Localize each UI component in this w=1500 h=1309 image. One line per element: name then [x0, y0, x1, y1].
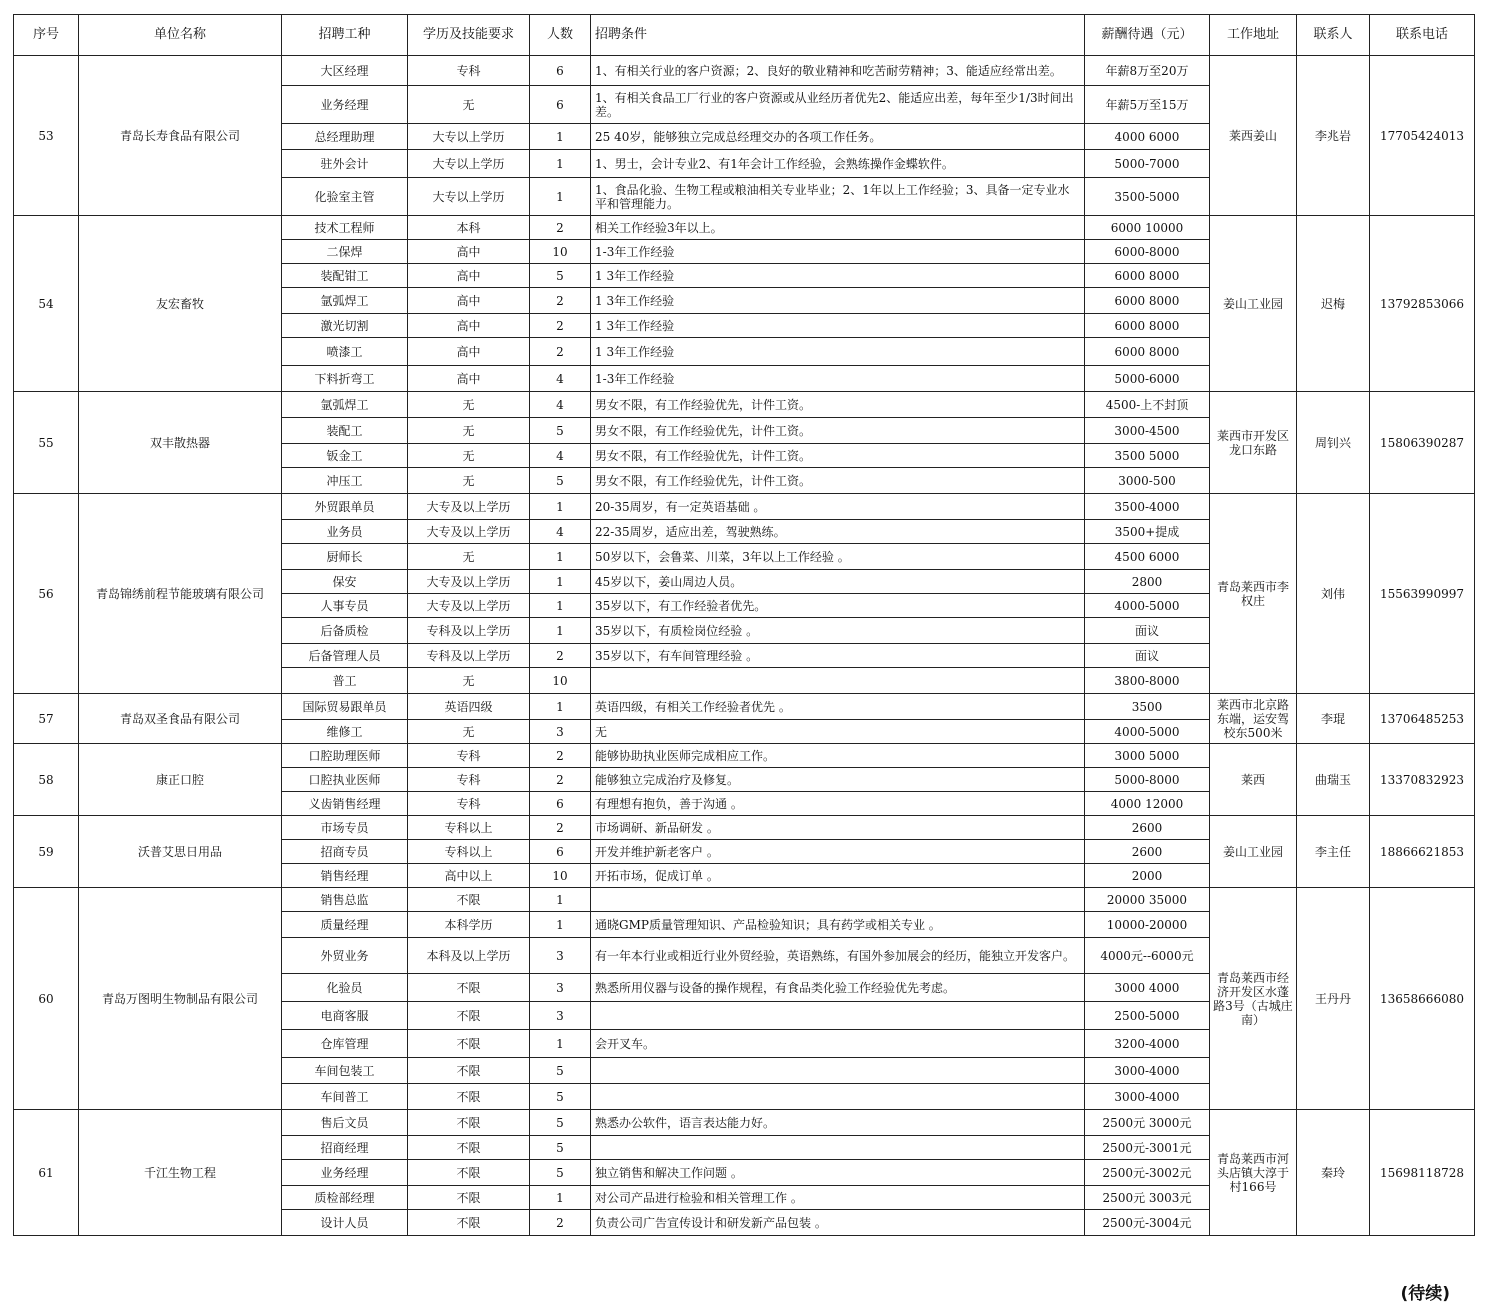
company-name: 青岛万图明生物制品有限公司: [79, 888, 282, 1110]
job-conditions: 22-35周岁，适应出差，驾驶熟练。: [591, 520, 1085, 544]
job-count: 1: [530, 888, 591, 912]
job-education: 无: [408, 418, 530, 444]
job-conditions: [591, 1058, 1085, 1084]
job-education: 高中以上: [408, 864, 530, 888]
header-education: 学历及技能要求: [408, 15, 530, 56]
job-conditions: 通晓GMP质量管理知识、产品检验知识；具有药学或相关专业 。: [591, 912, 1085, 938]
job-salary: 3500-4000: [1085, 494, 1210, 520]
job-title: 喷漆工: [282, 338, 408, 366]
job-title: 氩弧焊工: [282, 392, 408, 418]
job-salary: 2500元 3003元: [1085, 1186, 1210, 1210]
company-number: 61: [14, 1110, 79, 1236]
job-count: 6: [530, 840, 591, 864]
job-conditions: 35岁以下，有工作经验者优先。: [591, 594, 1085, 618]
header-count: 人数: [530, 15, 591, 56]
company-phone: 13658666080: [1370, 888, 1475, 1110]
job-salary: 3000 4000: [1085, 974, 1210, 1002]
job-count: 6: [530, 792, 591, 816]
job-salary: 4000-5000: [1085, 720, 1210, 744]
job-count: 2: [530, 338, 591, 366]
job-education: 高中: [408, 264, 530, 288]
job-salary: 4500 6000: [1085, 544, 1210, 570]
job-education: 无: [408, 544, 530, 570]
job-count: 2: [530, 1210, 591, 1236]
job-title: 总经理助理: [282, 124, 408, 150]
company-number: 57: [14, 694, 79, 744]
job-education: 无: [408, 668, 530, 694]
company-phone: 17705424013: [1370, 56, 1475, 216]
job-education: 不限: [408, 1110, 530, 1136]
job-count: 5: [530, 1084, 591, 1110]
job-title: 市场专员: [282, 816, 408, 840]
job-title: 后备管理人员: [282, 644, 408, 668]
job-title: 外贸业务: [282, 938, 408, 974]
job-conditions: 开拓市场，促成订单 。: [591, 864, 1085, 888]
company-name: 青岛双圣食品有限公司: [79, 694, 282, 744]
job-conditions: 45岁以下，姜山周边人员。: [591, 570, 1085, 594]
job-count: 4: [530, 444, 591, 468]
job-title: 激光切割: [282, 314, 408, 338]
job-salary: 2500元-3001元: [1085, 1136, 1210, 1160]
job-conditions: 对公司产品进行检验和相关管理工作 。: [591, 1186, 1085, 1210]
job-conditions: 男女不限，有工作经验优先，计件工资。: [591, 444, 1085, 468]
job-salary: 4000 12000: [1085, 792, 1210, 816]
table-row: [14, 744, 1475, 768]
job-education: 专科: [408, 56, 530, 86]
job-title: 售后文员: [282, 1110, 408, 1136]
job-education: 大专以上学历: [408, 178, 530, 216]
job-conditions: 1、有相关食品工厂行业的客户资源或从业经历者优先2、能适应出差，每年至少1/3时间出差。: [591, 86, 1085, 124]
job-conditions: 熟悉办公软件，语言表达能力好。: [591, 1110, 1085, 1136]
job-conditions: 1 3年工作经验: [591, 338, 1085, 366]
job-count: 1: [530, 594, 591, 618]
job-education: 无: [408, 468, 530, 494]
table-row: [14, 392, 1475, 418]
job-conditions: 1、男士，会计专业2、有1年会计工作经验，会熟练操作金蝶软件。: [591, 150, 1085, 178]
job-title: 下料折弯工: [282, 366, 408, 392]
job-salary: 3000-4000: [1085, 1084, 1210, 1110]
header-company: 单位名称: [79, 15, 282, 56]
company-number: 55: [14, 392, 79, 494]
job-count: 2: [530, 744, 591, 768]
job-title: 质检部经理: [282, 1186, 408, 1210]
job-education: 无: [408, 720, 530, 744]
job-count: 5: [530, 1058, 591, 1084]
job-title: 销售总监: [282, 888, 408, 912]
job-conditions: 35岁以下，有质检岗位经验 。: [591, 618, 1085, 644]
job-title: 口腔执业医师: [282, 768, 408, 792]
job-title: 义齿销售经理: [282, 792, 408, 816]
company-number: 59: [14, 816, 79, 888]
job-education: 不限: [408, 1210, 530, 1236]
company-contact: 王丹丹: [1297, 888, 1370, 1110]
job-count: 1: [530, 694, 591, 720]
company-phone: 15563990997: [1370, 494, 1475, 694]
job-conditions: 无: [591, 720, 1085, 744]
job-education: 专科: [408, 744, 530, 768]
table-row: [14, 494, 1475, 520]
job-title: 外贸跟单员: [282, 494, 408, 520]
job-title: 后备质检: [282, 618, 408, 644]
job-conditions: 相关工作经验3年以上。: [591, 216, 1085, 240]
job-conditions: 开发并维护新老客户 。: [591, 840, 1085, 864]
job-count: 3: [530, 720, 591, 744]
company-phone: 13370832923: [1370, 744, 1475, 816]
company-contact: 李琨: [1297, 694, 1370, 744]
job-salary: 4000-5000: [1085, 594, 1210, 618]
job-education: 大专及以上学历: [408, 520, 530, 544]
job-conditions: 男女不限，有工作经验优先，计件工资。: [591, 468, 1085, 494]
job-count: 1: [530, 1030, 591, 1058]
job-title: 业务经理: [282, 1160, 408, 1186]
job-education: 不限: [408, 1002, 530, 1030]
job-conditions: [591, 668, 1085, 694]
job-title: 设计人员: [282, 1210, 408, 1236]
job-salary: 2500-5000: [1085, 1002, 1210, 1030]
company-address: 青岛莱西市河头店镇大淳于村166号: [1210, 1110, 1297, 1236]
job-salary: 2600: [1085, 840, 1210, 864]
job-education: 专科及以上学历: [408, 644, 530, 668]
job-count: 5: [530, 264, 591, 288]
job-count: 6: [530, 56, 591, 86]
job-education: 不限: [408, 1160, 530, 1186]
job-education: 专科以上: [408, 840, 530, 864]
job-conditions: 20-35周岁，有一定英语基础 。: [591, 494, 1085, 520]
job-salary: 20000 35000: [1085, 888, 1210, 912]
company-phone: 13792853066: [1370, 216, 1475, 392]
job-count: 1: [530, 124, 591, 150]
job-conditions: 负责公司广告宣传设计和研发新产品包装 。: [591, 1210, 1085, 1236]
job-title: 业务员: [282, 520, 408, 544]
job-salary: 6000 8000: [1085, 338, 1210, 366]
table-row: [14, 888, 1475, 912]
job-education: 高中: [408, 314, 530, 338]
job-count: 4: [530, 520, 591, 544]
job-salary: 3000-4000: [1085, 1058, 1210, 1084]
job-count: 5: [530, 1160, 591, 1186]
job-education: 高中: [408, 240, 530, 264]
company-number: 58: [14, 744, 79, 816]
job-salary: 5000-6000: [1085, 366, 1210, 392]
job-conditions: 熟悉所用仪器与设备的操作规程，有食品类化验工作经验优先考虑。: [591, 974, 1085, 1002]
job-salary: 4000元--6000元: [1085, 938, 1210, 974]
job-count: 2: [530, 288, 591, 314]
header-address: 工作地址: [1210, 15, 1297, 56]
job-education: 高中: [408, 288, 530, 314]
job-salary: 6000 8000: [1085, 288, 1210, 314]
company-address: 姜山工业园: [1210, 816, 1297, 888]
job-conditions: 能够协助执业医师完成相应工作。: [591, 744, 1085, 768]
job-salary: 6000 10000: [1085, 216, 1210, 240]
job-salary: 3000-4500: [1085, 418, 1210, 444]
job-count: 1: [530, 178, 591, 216]
job-count: 3: [530, 938, 591, 974]
table-row: [14, 694, 1475, 720]
job-title: 厨师长: [282, 544, 408, 570]
company-phone: 18866621853: [1370, 816, 1475, 888]
header-conditions: 招聘条件: [591, 15, 1085, 56]
job-conditions: 1、有相关行业的客户资源；2、良好的敬业精神和吃苦耐劳精神；3、能适应经常出差。: [591, 56, 1085, 86]
job-conditions: 35岁以下，有车间管理经验 。: [591, 644, 1085, 668]
company-name: 千江生物工程: [79, 1110, 282, 1236]
job-count: 1: [530, 544, 591, 570]
job-education: 专科以上: [408, 816, 530, 840]
company-name: 沃普艾思日用品: [79, 816, 282, 888]
job-education: 不限: [408, 1058, 530, 1084]
job-conditions: 独立销售和解决工作问题 。: [591, 1160, 1085, 1186]
job-conditions: 1 3年工作经验: [591, 264, 1085, 288]
job-count: 1: [530, 570, 591, 594]
job-salary: 3500+提成: [1085, 520, 1210, 544]
company-number: 54: [14, 216, 79, 392]
job-title: 大区经理: [282, 56, 408, 86]
job-title: 技术工程师: [282, 216, 408, 240]
job-title: 口腔助理医师: [282, 744, 408, 768]
job-salary: 2000: [1085, 864, 1210, 888]
header-row: [14, 15, 1475, 56]
job-count: 10: [530, 240, 591, 264]
job-conditions: [591, 888, 1085, 912]
job-salary: 10000-20000: [1085, 912, 1210, 938]
company-number: 56: [14, 494, 79, 694]
job-count: 1: [530, 1186, 591, 1210]
table-row: [14, 56, 1475, 86]
job-conditions: 市场调研、新品研发 。: [591, 816, 1085, 840]
job-conditions: 会开叉车。: [591, 1030, 1085, 1058]
job-salary: 面议: [1085, 618, 1210, 644]
job-education: 高中: [408, 366, 530, 392]
company-address: 姜山工业园: [1210, 216, 1297, 392]
job-title: 车间普工: [282, 1084, 408, 1110]
company-contact: 李兆岩: [1297, 56, 1370, 216]
company-name: 青岛长寿食品有限公司: [79, 56, 282, 216]
job-education: 不限: [408, 1136, 530, 1160]
recruitment-table: [13, 14, 1475, 1236]
job-count: 3: [530, 1002, 591, 1030]
job-count: 2: [530, 644, 591, 668]
job-salary: 6000 8000: [1085, 314, 1210, 338]
job-count: 2: [530, 216, 591, 240]
job-count: 1: [530, 150, 591, 178]
job-salary: 2500元-3004元: [1085, 1210, 1210, 1236]
job-count: 10: [530, 864, 591, 888]
job-title: 维修工: [282, 720, 408, 744]
job-education: 不限: [408, 974, 530, 1002]
job-title: 车间包装工: [282, 1058, 408, 1084]
job-title: 电商客服: [282, 1002, 408, 1030]
job-count: 4: [530, 392, 591, 418]
company-phone: 15698118728: [1370, 1110, 1475, 1236]
job-education: 无: [408, 392, 530, 418]
company-contact: 曲瑞玉: [1297, 744, 1370, 816]
job-conditions: 1-3年工作经验: [591, 366, 1085, 392]
job-count: 1: [530, 618, 591, 644]
job-conditions: 有理想有抱负，善于沟通 。: [591, 792, 1085, 816]
job-conditions: 1 3年工作经验: [591, 288, 1085, 314]
header-salary: 薪酬待遇（元）: [1085, 15, 1210, 56]
job-salary: 4000 6000: [1085, 124, 1210, 150]
job-count: 5: [530, 1136, 591, 1160]
job-title: 人事专员: [282, 594, 408, 618]
company-address: 莱西市开发区龙口东路: [1210, 392, 1297, 494]
table-row: [14, 1110, 1475, 1136]
job-conditions: 男女不限，有工作经验优先，计件工资。: [591, 418, 1085, 444]
job-education: 大专及以上学历: [408, 594, 530, 618]
job-title: 仓库管理: [282, 1030, 408, 1058]
job-count: 6: [530, 86, 591, 124]
header-no: 序号: [14, 15, 79, 56]
company-address: 莱西市北京路东端，运安驾校东500米: [1210, 694, 1297, 744]
job-title: 化验员: [282, 974, 408, 1002]
job-salary: 3000-500: [1085, 468, 1210, 494]
company-contact: 周钊兴: [1297, 392, 1370, 494]
job-title: 二保焊: [282, 240, 408, 264]
job-salary: 面议: [1085, 644, 1210, 668]
job-education: 不限: [408, 1084, 530, 1110]
company-contact: 刘伟: [1297, 494, 1370, 694]
job-title: 装配工: [282, 418, 408, 444]
job-count: 1: [530, 494, 591, 520]
job-title: 招商经理: [282, 1136, 408, 1160]
company-phone: 13706485253: [1370, 694, 1475, 744]
job-salary: 5000-8000: [1085, 768, 1210, 792]
job-education: 高中: [408, 338, 530, 366]
job-salary: 2600: [1085, 816, 1210, 840]
job-conditions: 25 40岁，能够独立完成总经理交办的各项工作任务。: [591, 124, 1085, 150]
job-salary: 3500 5000: [1085, 444, 1210, 468]
job-count: 2: [530, 816, 591, 840]
company-address: 莱西姜山: [1210, 56, 1297, 216]
company-address: 青岛莱西市李权庄: [1210, 494, 1297, 694]
job-title: 氩弧焊工: [282, 288, 408, 314]
job-title: 普工: [282, 668, 408, 694]
job-count: 10: [530, 668, 591, 694]
job-count: 4: [530, 366, 591, 392]
company-name: 康正口腔: [79, 744, 282, 816]
job-salary: 3500: [1085, 694, 1210, 720]
job-education: 无: [408, 444, 530, 468]
job-title: 招商专员: [282, 840, 408, 864]
job-count: 2: [530, 314, 591, 338]
continued-note: (待续): [1400, 1284, 1450, 1304]
job-count: 2: [530, 768, 591, 792]
job-conditions: [591, 1136, 1085, 1160]
job-count: 5: [530, 418, 591, 444]
company-phone: 15806390287: [1370, 392, 1475, 494]
company-name: 友宏畜牧: [79, 216, 282, 392]
company-name: 青岛锦绣前程节能玻璃有限公司: [79, 494, 282, 694]
company-name: 双丰散热器: [79, 392, 282, 494]
job-education: 专科: [408, 792, 530, 816]
job-title: 化验室主管: [282, 178, 408, 216]
job-conditions: 有一年本行业或相近行业外贸经验，英语熟练，有国外参加展会的经历，能独立开发客户。: [591, 938, 1085, 974]
job-education: 本科: [408, 216, 530, 240]
job-conditions: 能够独立完成治疗及修复。: [591, 768, 1085, 792]
job-count: 3: [530, 974, 591, 1002]
job-education: 不限: [408, 888, 530, 912]
job-education: 专科及以上学历: [408, 618, 530, 644]
table-row: [14, 216, 1475, 240]
job-title: 业务经理: [282, 86, 408, 124]
job-count: 1: [530, 912, 591, 938]
company-number: 60: [14, 888, 79, 1110]
company-address: 青岛莱西市经济开发区水蓬路3号（古城庄南）: [1210, 888, 1297, 1110]
company-contact: 迟梅: [1297, 216, 1370, 392]
job-education: 不限: [408, 1186, 530, 1210]
company-address: 莱西: [1210, 744, 1297, 816]
job-conditions: 1-3年工作经验: [591, 240, 1085, 264]
job-salary: 6000 8000: [1085, 264, 1210, 288]
job-conditions: [591, 1002, 1085, 1030]
job-title: 国际贸易跟单员: [282, 694, 408, 720]
job-education: 不限: [408, 1030, 530, 1058]
job-salary: 3200-4000: [1085, 1030, 1210, 1058]
job-conditions: 男女不限，有工作经验优先，计件工资。: [591, 392, 1085, 418]
job-title: 销售经理: [282, 864, 408, 888]
header-phone: 联系电话: [1370, 15, 1475, 56]
job-title: 质量经理: [282, 912, 408, 938]
job-salary: 5000-7000: [1085, 150, 1210, 178]
job-salary: 2500元 3000元: [1085, 1110, 1210, 1136]
company-contact: 秦玲: [1297, 1110, 1370, 1236]
job-title: 装配钳工: [282, 264, 408, 288]
table-body: [14, 56, 1475, 1236]
job-count: 5: [530, 468, 591, 494]
job-education: 无: [408, 86, 530, 124]
job-title: 冲压工: [282, 468, 408, 494]
job-education: 大专及以上学历: [408, 570, 530, 594]
job-title: 驻外会计: [282, 150, 408, 178]
job-salary: 年薪5万至15万: [1085, 86, 1210, 124]
job-conditions: 50岁以下，会鲁菜、川菜，3年以上工作经验 。: [591, 544, 1085, 570]
job-education: 大专以上学历: [408, 150, 530, 178]
table-row: [14, 816, 1475, 840]
job-salary: 6000-8000: [1085, 240, 1210, 264]
header-contact: 联系人: [1297, 15, 1370, 56]
job-salary: 2800: [1085, 570, 1210, 594]
job-education: 大专及以上学历: [408, 494, 530, 520]
job-salary: 4500-上不封顶: [1085, 392, 1210, 418]
job-education: 本科学历: [408, 912, 530, 938]
company-number: 53: [14, 56, 79, 216]
job-salary: 年薪8万至20万: [1085, 56, 1210, 86]
job-count: 5: [530, 1110, 591, 1136]
job-education: 专科: [408, 768, 530, 792]
job-conditions: [591, 1084, 1085, 1110]
job-title: 保安: [282, 570, 408, 594]
job-education: 本科及以上学历: [408, 938, 530, 974]
company-contact: 李主任: [1297, 816, 1370, 888]
job-salary: 3500-5000: [1085, 178, 1210, 216]
job-salary: 2500元-3002元: [1085, 1160, 1210, 1186]
header-job-title: 招聘工种: [282, 15, 408, 56]
job-conditions: 英语四级，有相关工作经验者优先 。: [591, 694, 1085, 720]
job-conditions: 1 3年工作经验: [591, 314, 1085, 338]
job-salary: 3000 5000: [1085, 744, 1210, 768]
job-conditions: 1、食品化验、生物工程或粮油相关专业毕业；2、1年以上工作经验；3、具备一定专业水平和管理能力。: [591, 178, 1085, 216]
job-title: 钣金工: [282, 444, 408, 468]
job-salary: 3800-8000: [1085, 668, 1210, 694]
job-education: 英语四级: [408, 694, 530, 720]
job-education: 大专以上学历: [408, 124, 530, 150]
